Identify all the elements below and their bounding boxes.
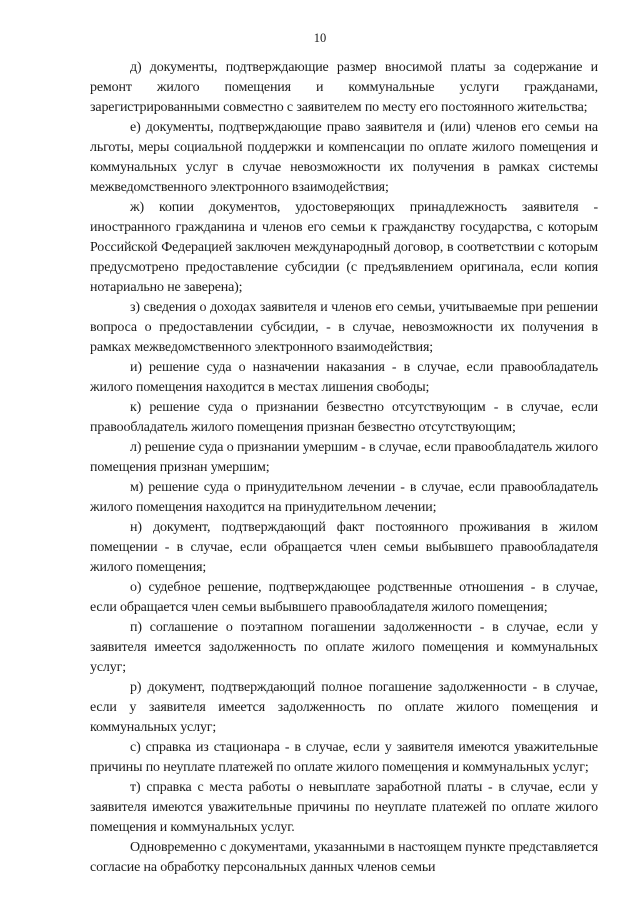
paragraph-e: е) документы, подтверждающие право заявителя и (или) членов его семьи на льготы, меры социальной поддержки и компенсации по оплате жилого помещения и коммунальных услуг в случае невозможности их получения в рамках системы межведомственного электронного взаимодействия;	[90, 120, 598, 195]
paragraph-d: д) документы, подтверждающие размер вносимой платы за содержание и ремонт жилого помещения и коммунальные услуги гражданами, зарегистрированными совместно с заявителем по месту его постоянного жительства;	[90, 60, 598, 115]
paragraph-closing: Одновременно с документами, указанными в настоящем пункте представляется согласие на обработку персональных данных членов семьи	[90, 840, 598, 875]
paragraph-l: л) решение суда о признании умершим - в случае, если правообладатель жилого помещения признан умершим;	[90, 440, 598, 475]
paragraph-zh: ж) копии документов, удостоверяющих принадлежность заявителя - иностранного гражданина и членов его семьи к гражданству государства, с которым Российской Федерацией заключен международный договор, в соответствии с которым предусмотрено предоставление субсидии (с предъявлением оригинала, если копия нотариально не заверена);	[90, 200, 598, 295]
document-body	[90, 58, 598, 878]
paragraph-i: и) решение суда о назначении наказания - в случае, если правообладатель жилого помещения находится в местах лишения свободы;	[90, 360, 598, 395]
page-number: 10	[313, 31, 327, 45]
paragraph-k: к) решение суда о признании безвестно отсутствующим - в случае, если правообладатель жилого помещения признан безвестно отсутствующим;	[90, 400, 598, 435]
paragraph-p: п) соглашение о поэтапном погашении задолженности - в случае, если у заявителя имеется задолженность по оплате жилого помещения и коммунальных услуг;	[90, 620, 598, 675]
paragraph-r: р) документ, подтверждающий полное погашение задолженности - в случае, если у заявителя имеется задолженность по оплате жилого помещения и коммунальных услуг;	[90, 680, 598, 735]
paragraph-o: о) судебное решение, подтверждающее родственные отношения - в случае, если обращается член семьи выбывшего правообладателя жилого помещения;	[90, 580, 598, 615]
paragraph-n: н) документ, подтверждающий факт постоянного проживания в жилом помещении - в случае, если обращается член семьи выбывшего правообладателя жилого помещения;	[90, 520, 598, 575]
paragraph-s: с) справка из стационара - в случае, если у заявителя имеются уважительные причины по неуплате платежей по оплате жилого помещения и коммунальных услуг;	[90, 740, 598, 775]
paragraph-z: з) сведения о доходах заявителя и членов его семьи, учитываемые при решении вопроса о предоставлении субсидии, - в случае, невозможности их получения в рамках межведомственного электронного взаимодействия;	[90, 300, 598, 355]
paragraph-m: м) решение суда о принудительном лечении - в случае, если правообладатель жилого помещения находится на принудительном лечении;	[90, 480, 598, 515]
paragraph-t: т) справка с места работы о невыплате заработной платы - в случае, если у заявителя имеются уважительные причины по неуплате платежей по оплате жилого помещения и коммунальных услуг.	[90, 780, 598, 835]
